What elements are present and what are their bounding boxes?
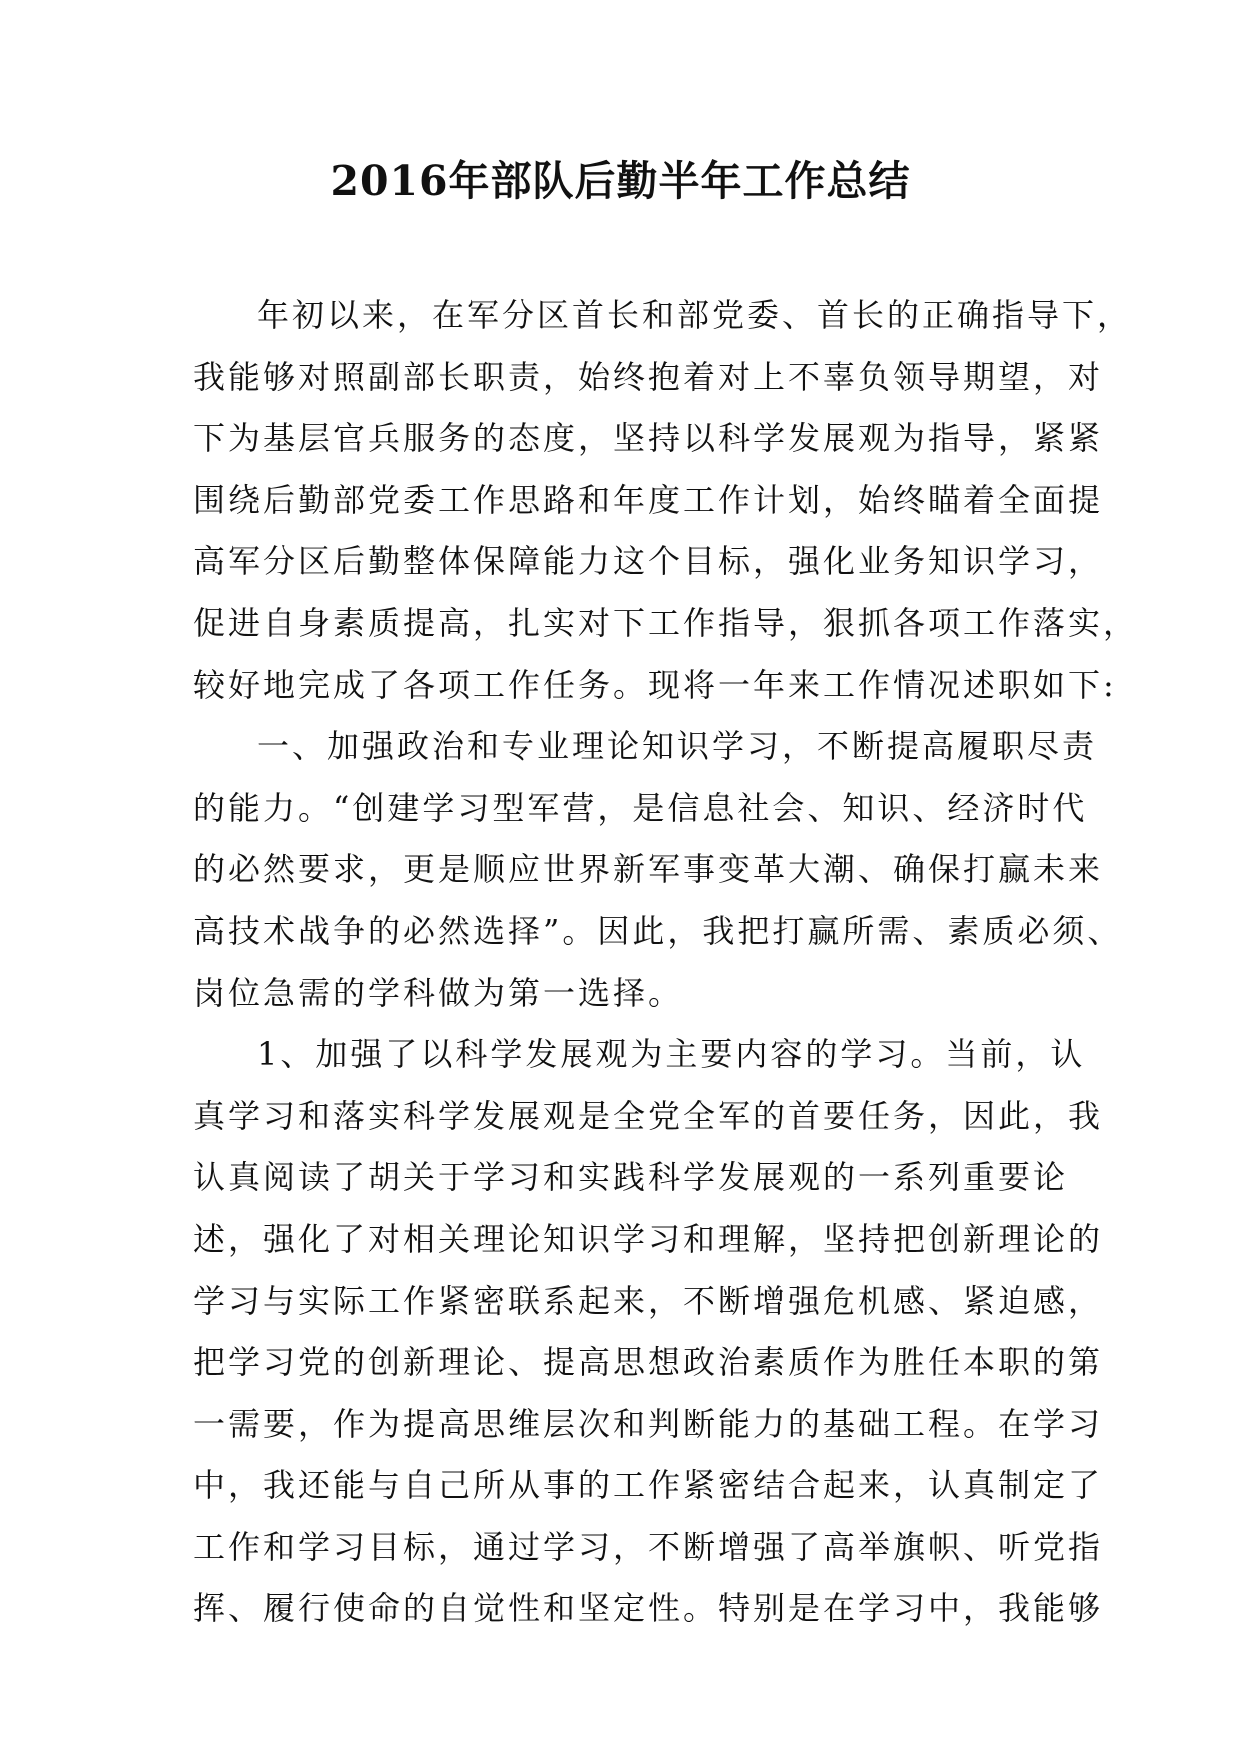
body-line: 学习与实际工作紧密联系起来，不断增强危机感、紧迫感，: [193, 1281, 1104, 1320]
body-line: 高军分区后勤整体保障能力这个目标，强化业务知识学习，: [193, 542, 1104, 581]
body-line: 工作和学习目标，通过学习，不断增强了高举旗帜、听党指: [193, 1527, 1104, 1566]
body-line: 真学习和落实科学发展观是全党全军的首要任务，因此，我: [193, 1096, 1104, 1135]
body-line: 围绕后勤部党委工作思路和年度工作计划，始终瞄着全面提: [193, 480, 1104, 519]
document-title: 2016年部队后勤半年工作总结: [330, 157, 911, 205]
body-line: 一需要，作为提高思维层次和判断能力的基础工程。在学习: [193, 1404, 1104, 1443]
body-line: 年初以来，在军分区首长和部党委、首长的正确指导下，: [257, 296, 1133, 334]
body-line: 挥、履行使命的自觉性和坚定性。特别是在学习中，我能够: [193, 1589, 1104, 1628]
document-body: [193, 285, 1139, 1640]
body-line: 1、加强了以科学发展观为主要内容的学习。当前，认: [257, 1035, 1086, 1074]
body-line: 把学习党的创新理论、提高思想政治素质作为胜任本职的第: [193, 1343, 1104, 1382]
body-line: 岗位急需的学科做为第一选择。: [193, 973, 684, 1012]
body-line: 中，我还能与自己所从事的工作紧密结合起来，认真制定了: [193, 1466, 1104, 1505]
body-line: 认真阅读了胡关于学习和实践科学发展观的一系列重要论: [193, 1158, 1069, 1197]
body-line: 促进自身素质提高，扎实对下工作指导，狠抓各项工作落实，: [193, 603, 1139, 642]
body-line: 下为基层官兵服务的态度，坚持以科学发展观为指导，紧紧: [193, 419, 1104, 458]
body-line: 述，强化了对相关理论知识学习和理解，坚持把创新理论的: [193, 1219, 1104, 1258]
body-line: 我能够对照副部长职责，始终抱着对上不辜负领导期望，对: [193, 357, 1104, 396]
body-line: 一、加强政治和专业理论知识学习，不断提高履职尽责: [257, 727, 1098, 766]
body-line: 较好地完成了各项工作任务。现将一年来工作情况述职如下:: [193, 665, 1117, 704]
body-line: 的必然要求，更是顺应世界新军事变革大潮、确保打赢未来: [193, 850, 1104, 889]
body-line: 的能力。“创建学习型军营，是信息社会、知识、经济时代: [193, 788, 1088, 827]
body-line: 高技术战争的必然选择”。因此，我把打赢所需、素质必须、: [193, 911, 1123, 950]
